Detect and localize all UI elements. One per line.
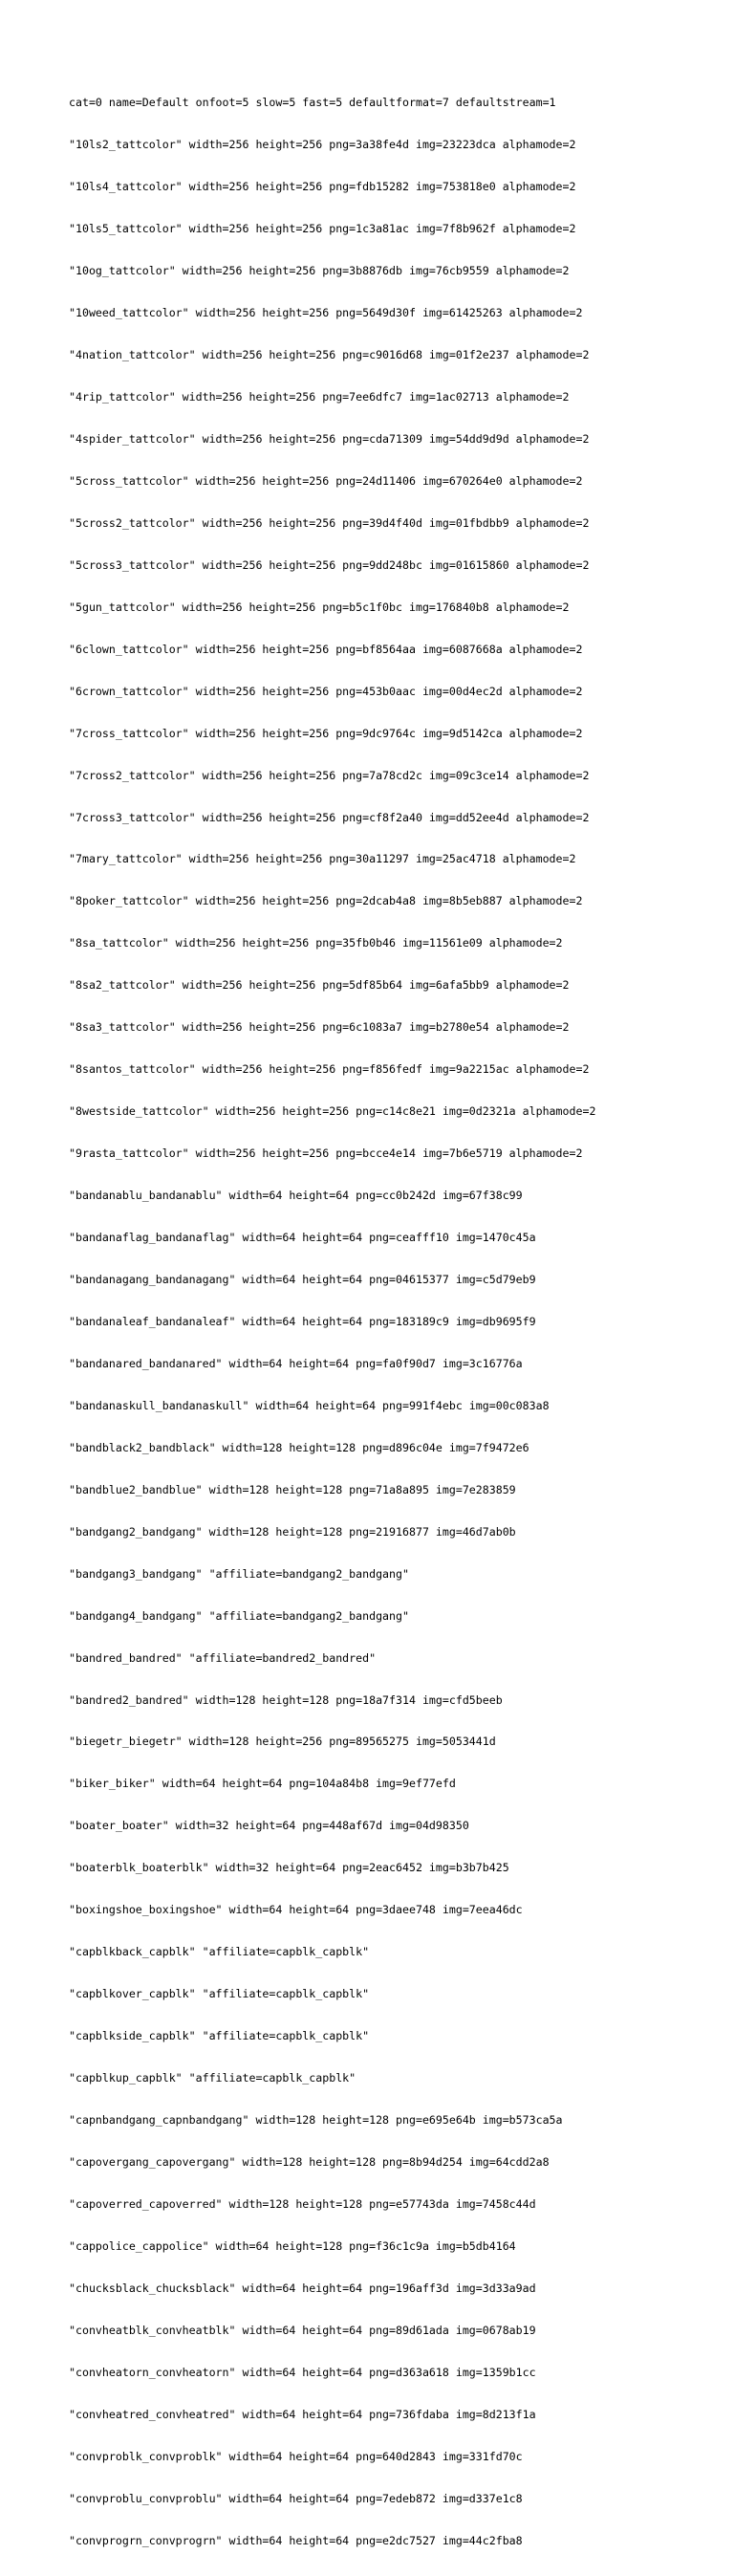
text-line: "convheatred_convheatred" width=64 height=64 png=736fdaba img=8d213f1a [69, 2407, 536, 2421]
text-line: "capnbandgang_capnbandgang" width=128 height=128 png=e695e64b img=b573ca5a [69, 2113, 563, 2128]
text-line: "4spider_tattcolor" width=256 height=256 png=cda71309 img=54dd9d9d alphamode=2 [69, 431, 590, 446]
text-line: "capblkup_capblk" "affiliate=capblk_capblk" [69, 2071, 356, 2085]
text-line: "8sa_tattcolor" width=256 height=256 png=35fb0b46 img=11561e09 alphamode=2 [69, 936, 563, 950]
text-line: "biegetr_biegetr" width=128 height=256 png=89565275 img=5053441d [69, 1735, 496, 1749]
text-line: "8sa3_tattcolor" width=256 height=256 png=6c1083a7 img=b2780e54 alphamode=2 [69, 1020, 570, 1035]
text-line: "convheatorn_convheatorn" width=64 height=64 png=d363a618 img=1359b1cc [69, 2365, 536, 2379]
text-line: "6clown_tattcolor" width=256 height=256 png=bf8564aa img=6087668a alphamode=2 [69, 642, 583, 656]
text-line: "10ls5_tattcolor" width=256 height=256 png=1c3a81ac img=7f8b962f alphamode=2 [69, 222, 576, 236]
text-line: "10ls2_tattcolor" width=256 height=256 png=3a38fe4d img=23223dca alphamode=2 [69, 138, 576, 152]
text-line: "bandanaflag_bandanaflag" width=64 height=64 png=ceafff10 img=1470c45a [69, 1231, 536, 1245]
text-line: "capoverred_capoverred" width=128 height=128 png=e57743da img=7458c44d [69, 2196, 536, 2211]
text-line: "8santos_tattcolor" width=256 height=256 png=f856fedf img=9a2215ac alphamode=2 [69, 1062, 590, 1077]
text-line: "convprogrn_convprogrn" width=64 height=64 png=e2dc7527 img=44c2fba8 [69, 2533, 523, 2547]
text-line: "7cross_tattcolor" width=256 height=256 png=9dc9764c img=9d5142ca alphamode=2 [69, 726, 583, 740]
text-line: "bandgang2_bandgang" width=128 height=128 png=21916877 img=46d7ab0b [69, 1524, 516, 1539]
text-line: "8sa2_tattcolor" width=256 height=256 png=5df85b64 img=6afa5bb9 alphamode=2 [69, 978, 570, 993]
text-line: "capovergang_capovergang" width=128 height=128 png=8b94d254 img=64cdd2a8 [69, 2155, 550, 2170]
text-line: "convproblu_convproblu" width=64 height=64 png=7edeb872 img=d337e1c8 [69, 2491, 523, 2505]
text-line: "bandgang3_bandgang" "affiliate=bandgang2_bandgang" [69, 1566, 409, 1581]
text-line: "5cross_tattcolor" width=256 height=256 png=24d11406 img=670264e0 alphamode=2 [69, 473, 583, 488]
text-line: "cappolice_cappolice" width=64 height=128 png=f36c1c9a img=b5db4164 [69, 2238, 516, 2253]
text-line: "4rip_tattcolor" width=256 height=256 png=7ee6dfc7 img=1ac02713 alphamode=2 [69, 389, 570, 404]
text-line: "bandanablu_bandanablu" width=64 height=64 png=cc0b242d img=67f38c99 [69, 1189, 523, 1203]
text-line: "chucksblack_chucksblack" width=64 height=64 png=196aff3d img=3d33a9ad [69, 2281, 536, 2295]
text-line: "bandred_bandred" "affiliate=bandred2_bandred" [69, 1650, 377, 1665]
text-line: "bandblack2_bandblack" width=128 height=128 png=d896c04e img=7f9472e6 [69, 1440, 529, 1454]
text-line: "4nation_tattcolor" width=256 height=256 png=c9016d68 img=01f2e237 alphamode=2 [69, 348, 590, 362]
text-line: "5cross2_tattcolor" width=256 height=256 png=39d4f40d img=01fbdbb9 alphamode=2 [69, 515, 590, 530]
text-line: "biker_biker" width=64 height=64 png=104a84b8 img=9ef77efd [69, 1777, 456, 1791]
text-line: "7mary_tattcolor" width=256 height=256 png=30a11297 img=25ac4718 alphamode=2 [69, 852, 576, 866]
text-line: "10og_tattcolor" width=256 height=256 png=3b8876db img=76cb9559 alphamode=2 [69, 264, 570, 278]
text-line: "capblkover_capblk" "affiliate=capblk_capblk" [69, 1987, 370, 2001]
text-line: "10ls4_tattcolor" width=256 height=256 png=fdb15282 img=753818e0 alphamode=2 [69, 180, 576, 194]
text-line: "boater_boater" width=32 height=64 png=448af67d img=04d98350 [69, 1819, 469, 1833]
text-line: "7cross2_tattcolor" width=256 height=256 png=7a78cd2c img=09c3ce14 alphamode=2 [69, 768, 590, 782]
text-line: "7cross3_tattcolor" width=256 height=256 png=cf8f2a40 img=dd52ee4d alphamode=2 [69, 810, 590, 824]
text-line: "6crown_tattcolor" width=256 height=256 png=453b0aac img=00d4ec2d alphamode=2 [69, 684, 583, 698]
text-line: "5cross3_tattcolor" width=256 height=256 png=9dd248bc img=01615860 alphamode=2 [69, 557, 590, 572]
text-line: "convproblk_convproblk" width=64 height=64 png=640d2843 img=331fd70c [69, 2449, 523, 2463]
text-line: "bandanagang_bandanagang" width=64 height=64 png=04615377 img=c5d79eb9 [69, 1273, 536, 1286]
text-line: "capblkside_capblk" "affiliate=capblk_capblk" [69, 2029, 370, 2043]
text-line: "bandblue2_bandblue" width=128 height=128 png=71a8a895 img=7e283859 [69, 1482, 516, 1496]
text-line: "convheatblk_convheatblk" width=64 height=64 png=89d61ada img=0678ab19 [69, 2323, 536, 2337]
text-line: "boaterblk_boaterblk" width=32 height=64 png=2eac6452 img=b3b7b425 [69, 1861, 509, 1875]
text-line: "bandgang4_bandgang" "affiliate=bandgang2_bandgang" [69, 1608, 409, 1623]
text-line: "5gun_tattcolor" width=256 height=256 png=b5c1f0bc img=176840b8 alphamode=2 [69, 600, 570, 614]
text-line: "bandanaskull_bandanaskull" width=64 height=64 png=991f4ebc img=00c083a8 [69, 1398, 550, 1412]
text-line: "bandanared_bandanared" width=64 height=64 png=fa0f90d7 img=3c16776a [69, 1356, 523, 1370]
text-line: "capblkback_capblk" "affiliate=capblk_capblk" [69, 1945, 370, 1959]
text-line: "boxingshoe_boxingshoe" width=64 height=64 png=3daee748 img=7eea46dc [69, 1903, 523, 1917]
text-line: cat=0 name=Default onfoot=5 slow=5 fast=5 defaultformat=7 defaultstream=1 [69, 96, 556, 110]
text-line: "bandred2_bandred" width=128 height=128 png=18a7f314 img=cfd5beeb [69, 1692, 503, 1707]
text-line: "bandanaleaf_bandanaleaf" width=64 height=64 png=183189c9 img=db9695f9 [69, 1314, 536, 1328]
config-text-block [69, 68, 595, 2576]
text-line: "8westside_tattcolor" width=256 height=256 png=c14c8e21 img=0d2321a alphamode=2 [69, 1104, 596, 1119]
text-line: "8poker_tattcolor" width=256 height=256 png=2dcab4a8 img=8b5eb887 alphamode=2 [69, 894, 583, 908]
text-line: "9rasta_tattcolor" width=256 height=256 png=bcce4e14 img=7b6e5719 alphamode=2 [69, 1146, 583, 1161]
text-line: "10weed_tattcolor" width=256 height=256 png=5649d30f img=61425263 alphamode=2 [69, 306, 583, 320]
